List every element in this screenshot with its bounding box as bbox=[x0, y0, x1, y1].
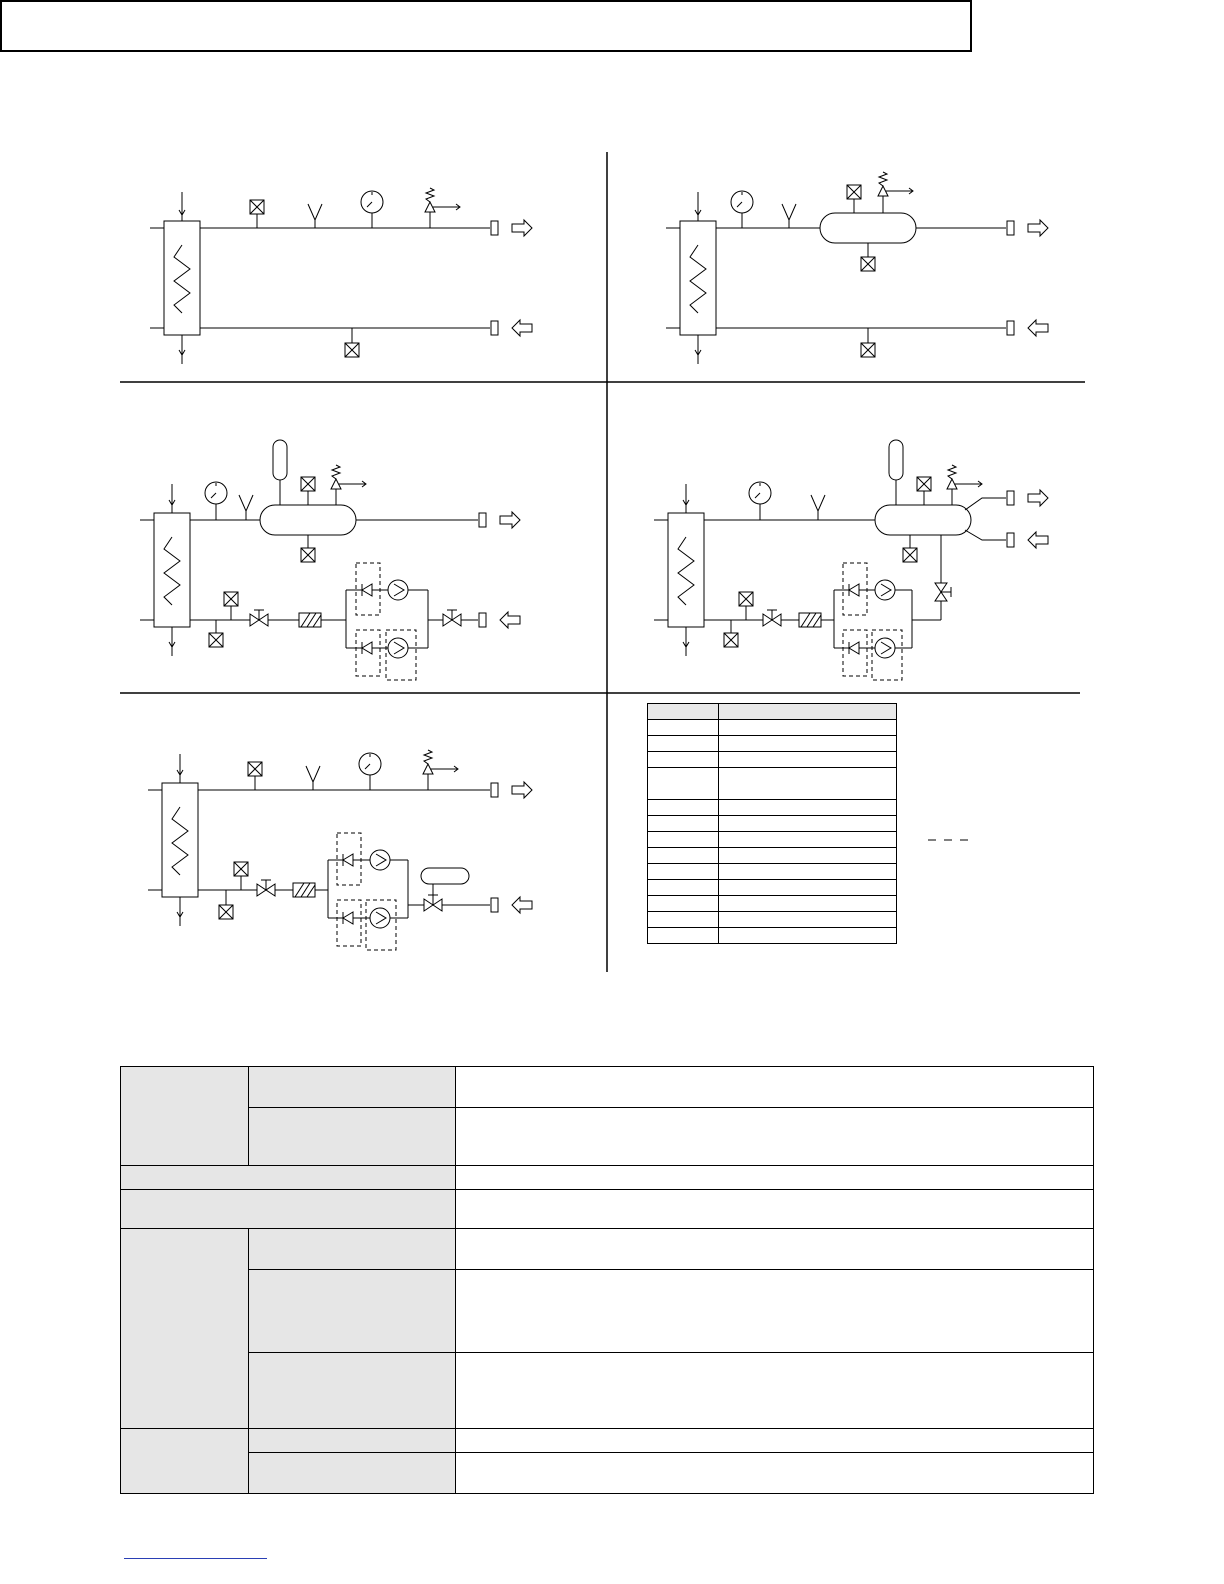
legend-symbol bbox=[648, 928, 719, 944]
legend-symbol bbox=[648, 880, 719, 896]
spec-value bbox=[456, 1166, 1094, 1190]
legend-symbol bbox=[648, 832, 719, 848]
legend-desc bbox=[719, 848, 897, 864]
legend-desc bbox=[719, 832, 897, 848]
spec-value bbox=[456, 1067, 1094, 1108]
spec-value bbox=[456, 1270, 1094, 1353]
spec-sub bbox=[249, 1067, 456, 1108]
legend-symbol bbox=[648, 816, 719, 832]
legend-desc bbox=[719, 880, 897, 896]
legend-symbol bbox=[648, 896, 719, 912]
diagram-4 bbox=[654, 440, 1048, 680]
spec-label bbox=[121, 1190, 456, 1229]
legend-head-symbol bbox=[648, 704, 719, 720]
legend-desc bbox=[719, 736, 897, 752]
spec-value bbox=[456, 1353, 1094, 1429]
dashed-line-legend bbox=[928, 835, 976, 848]
legend-desc bbox=[719, 816, 897, 832]
legend-symbol bbox=[648, 768, 719, 800]
spec-group-2 bbox=[121, 1229, 249, 1429]
spec-sub bbox=[249, 1453, 456, 1494]
diagram-3 bbox=[140, 440, 520, 680]
spec-sub bbox=[249, 1429, 456, 1453]
spec-value bbox=[456, 1190, 1094, 1229]
diagram-5 bbox=[148, 750, 532, 950]
spec-label bbox=[121, 1166, 456, 1190]
spec-value bbox=[456, 1108, 1094, 1166]
legend-desc bbox=[719, 928, 897, 944]
legend-desc bbox=[719, 800, 897, 816]
diagram-2 bbox=[666, 172, 1048, 364]
spec-table bbox=[120, 1066, 1094, 1494]
legend-symbol bbox=[648, 720, 719, 736]
diagram-1 bbox=[150, 188, 532, 364]
spec-sub bbox=[249, 1353, 456, 1429]
spec-sub bbox=[249, 1108, 456, 1166]
spec-sub bbox=[249, 1229, 456, 1270]
legend-desc bbox=[719, 912, 897, 928]
legend-table bbox=[647, 703, 897, 944]
legend-symbol bbox=[648, 800, 719, 816]
spec-value bbox=[456, 1229, 1094, 1270]
spec-group-1 bbox=[121, 1067, 249, 1166]
legend-desc bbox=[719, 752, 897, 768]
legend-desc bbox=[719, 720, 897, 736]
spec-value bbox=[456, 1453, 1094, 1494]
legend-symbol bbox=[648, 848, 719, 864]
legend-desc bbox=[719, 768, 897, 800]
legend-desc bbox=[719, 896, 897, 912]
legend-symbol bbox=[648, 912, 719, 928]
legend-head-desc bbox=[719, 704, 897, 720]
footer-link[interactable] bbox=[124, 1556, 267, 1559]
legend-desc bbox=[719, 864, 897, 880]
legend-symbol bbox=[648, 864, 719, 880]
spec-group-3 bbox=[121, 1429, 249, 1494]
spec-value bbox=[456, 1429, 1094, 1453]
legend-symbol bbox=[648, 752, 719, 768]
spec-sub bbox=[249, 1270, 456, 1353]
legend-symbol bbox=[648, 736, 719, 752]
